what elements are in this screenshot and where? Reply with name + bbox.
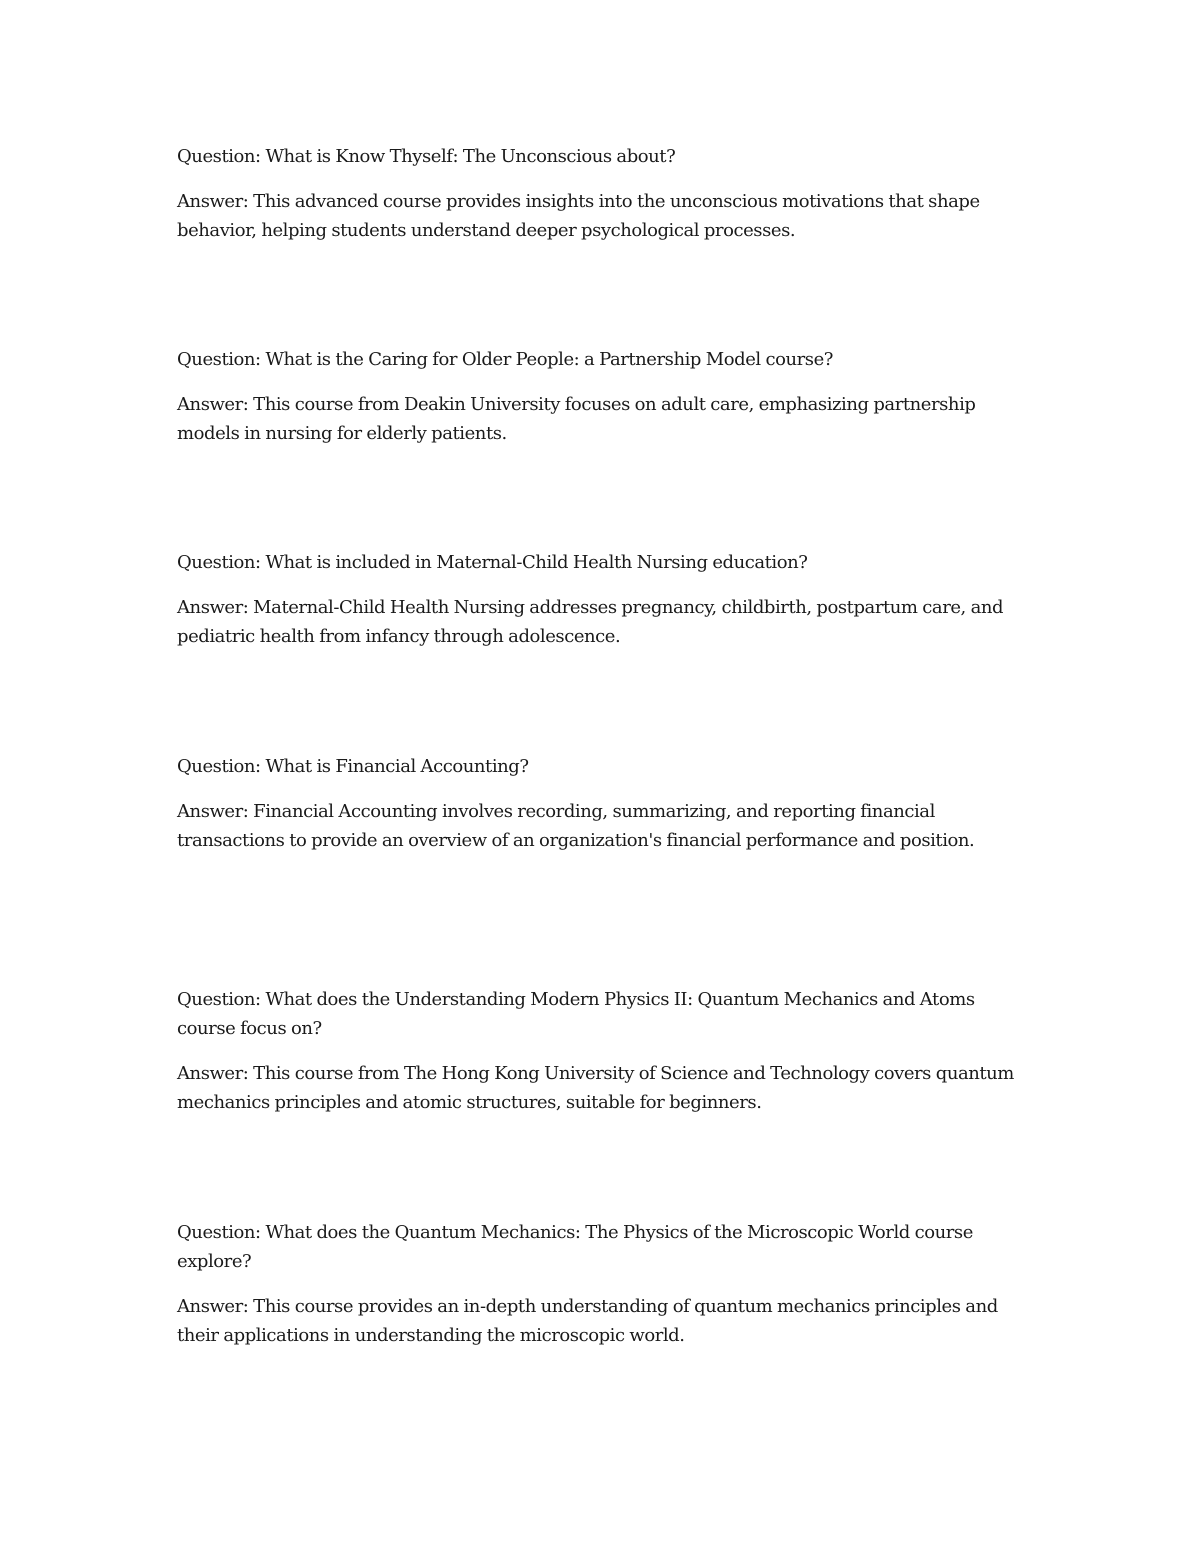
question-text: Question: What is Know Thyself: The Unconscious about? <box>177 146 676 167</box>
question-text: Question: What is Financial Accounting? <box>177 756 529 777</box>
qa-entry <box>177 985 1037 1117</box>
answer-text: Answer: This course from The Hong Kong University of Science and Technology covers quantum mechanics principles and atomic structures, suitable for beginners. <box>177 1063 1014 1113</box>
question-text: Question: What does the Quantum Mechanics: The Physics of the Microscopic World course explore? <box>177 1222 973 1272</box>
qa-entry <box>177 1218 1037 1350</box>
qa-entry <box>177 142 1037 245</box>
answer-text: Answer: This advanced course provides insights into the unconscious motivations that shape behavior, helping students understand deeper psychological processes. <box>177 191 980 241</box>
qa-entry <box>177 752 1037 855</box>
answer-text: Answer: This course provides an in-depth understanding of quantum mechanics principles and their applications in understanding the microscopic world. <box>177 1296 998 1346</box>
answer-text: Answer: Financial Accounting involves recording, summarizing, and reporting financial transactions to provide an overview of an organization's financial performance and position. <box>177 801 975 851</box>
answer-text: Answer: This course from Deakin University focuses on adult care, emphasizing partnership models in nursing for elderly patients. <box>177 394 976 444</box>
question-text: Question: What is included in Maternal-Child Health Nursing education? <box>177 552 808 573</box>
question-text: Question: What is the Caring for Older People: a Partnership Model course? <box>177 349 833 370</box>
question-text: Question: What does the Understanding Modern Physics II: Quantum Mechanics and Atoms course focus on? <box>177 989 975 1039</box>
qa-entry <box>177 548 1037 651</box>
qa-entry <box>177 345 1037 448</box>
answer-text: Answer: Maternal-Child Health Nursing addresses pregnancy, childbirth, postpartum care, and pediatric health from infancy through adolescence. <box>177 597 1004 647</box>
